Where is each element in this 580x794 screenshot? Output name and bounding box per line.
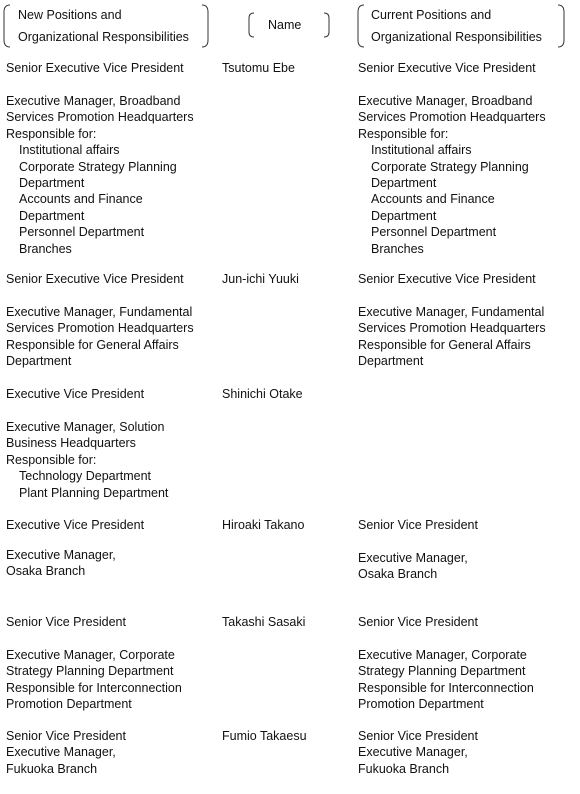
header-current-positions [354,0,566,48]
detail-line: Department [6,354,72,369]
detail-line: Fukuoka Branch [6,761,98,776]
detail-line: Promotion Department [6,697,132,712]
entry-5-current-details [358,647,534,713]
entry-6-current-details [358,728,478,777]
detail-line: Services Promotion Headquarters [6,321,194,336]
detail-line: Promotion Department [358,697,484,712]
entry-4-current-title: Senior Vice President [358,518,478,532]
detail-line: Executive Manager, [358,551,468,565]
responsibility-line: Accounts and Finance [19,192,143,207]
responsibility-line: Department [371,176,437,191]
entry-3-name: Shinichi Otake [222,387,303,401]
header-new-line-2: Organizational Responsibilities [18,30,189,44]
responsibility-line: Technology Department [19,469,152,484]
detail-line: Strategy Planning Department [6,664,174,679]
entry-6-name: Fumio Takaesu [222,729,307,743]
entry-3-new-details [6,419,168,501]
entry-1-new-title: Senior Executive Vice President [6,61,184,75]
detail-line: Responsible for Interconnection [358,680,534,695]
detail-line: Strategy Planning Department [358,664,526,679]
entry-3-new-title: Executive Vice President [6,387,145,401]
detail-line: Executive Manager, Solution [6,420,165,434]
responsibility-line: Institutional affairs [371,143,472,158]
detail-line: Business Headquarters [6,436,136,451]
detail-line: Executive Manager, Fundamental [6,305,193,319]
responsibility-line: Department [371,208,437,223]
detail-line: Department [358,354,424,369]
detail-line: Executive Manager, Corporate [6,648,175,662]
responsibility-line: Branches [371,241,424,256]
detail-line: Executive Manager, Broadband [358,94,533,108]
responsibility-line: Department [19,176,85,191]
entry-2-current-title: Senior Executive Vice President [358,272,536,286]
header-new-positions [0,0,210,48]
header-new-line-1: New Positions and [18,8,122,22]
entry-2-new-details [6,304,194,370]
header-current-line-2: Organizational Responsibilities [371,30,542,44]
entry-4-new-title: Executive Vice President [6,518,145,532]
header-name [246,0,332,40]
detail-line: Responsible for: [358,126,449,141]
responsibility-line: Corporate Strategy Planning [19,159,177,174]
entry-5-name: Takashi Sasaki [222,615,306,629]
detail-line: Responsible for Interconnection [6,680,182,695]
entry-1-new-details [6,93,194,257]
detail-line: Responsible for General Affairs [6,337,179,352]
entry-2-new-title: Senior Executive Vice President [6,272,184,286]
detail-line: Osaka Branch [6,564,86,579]
detail-line: Executive Manager, Broadband [6,94,181,108]
responsibility-line: Corporate Strategy Planning [371,159,529,174]
responsibility-line: Institutional affairs [19,143,120,158]
responsibility-line: Personnel Department [371,225,497,240]
entry-4-current-details [358,550,468,583]
detail-line: Responsible for: [6,126,97,141]
responsibility-line: Plant Planning Department [19,485,169,500]
responsibility-line: Accounts and Finance [371,192,495,207]
detail-line: Senior Vice President [358,729,478,743]
responsibility-line: Personnel Department [19,225,145,240]
detail-line: Executive Manager, Fundamental [358,305,545,319]
detail-line: Senior Vice President [6,729,126,743]
responsibility-line: Department [19,208,85,223]
entry-2-name: Jun-ichi Yuuki [222,272,299,286]
detail-line: Fukuoka Branch [358,761,450,776]
entry-5-new-details [6,647,182,713]
detail-line: Executive Manager, [6,745,116,760]
entry-1-current-details [358,93,546,257]
detail-line: Services Promotion Headquarters [358,110,546,125]
entry-1-name: Tsutomu Ebe [222,61,295,75]
detail-line: Responsible for General Affairs [358,337,531,352]
entry-5-new-title: Senior Vice President [6,615,126,629]
detail-line: Osaka Branch [358,567,438,582]
entry-4-name: Hiroaki Takano [222,518,305,532]
entry-6-new-details [6,728,126,777]
header-name-label: Name [268,18,302,32]
detail-line: Executive Manager, Corporate [358,648,527,662]
responsibility-line: Branches [19,241,72,256]
detail-line: Services Promotion Headquarters [6,110,194,125]
detail-line: Services Promotion Headquarters [358,321,546,336]
detail-line: Responsible for: [6,452,97,467]
detail-line: Executive Manager, [358,745,468,760]
header-current-line-1: Current Positions and [371,8,492,22]
entry-1-current-title: Senior Executive Vice President [358,61,536,75]
entry-4-new-details [6,547,116,580]
entry-5-current-title: Senior Vice President [358,615,478,629]
detail-line: Executive Manager, [6,548,116,562]
entry-2-current-details [358,304,546,370]
